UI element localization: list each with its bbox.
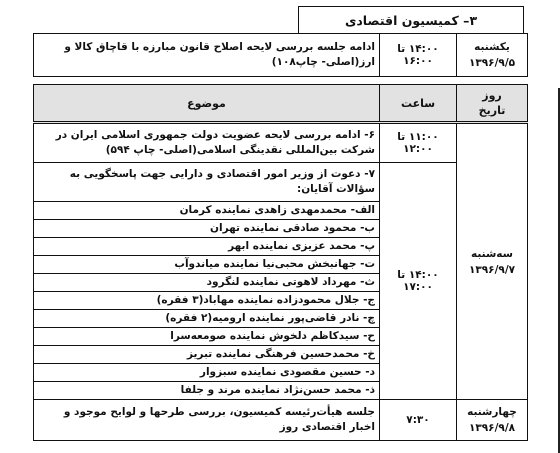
section-heading: ۳– کمیسیون اقتصادی — [298, 6, 524, 33]
item6-topic: ۶- ادامه بررسی لایحه عضویت دولت جمهوری اسلامی ایران در شرکت بین‌المللی نقدینگی اسلامی(اصلی- چاپ ۵۹۴) — [34, 123, 380, 163]
schedule-table — [33, 33, 528, 441]
item7-row — [34, 163, 528, 202]
question-item: خ- محمدحسین فرهنگی نماینده تبریز — [34, 346, 380, 364]
wednesday-day-cell — [457, 400, 528, 441]
header-date: تاریخ — [478, 104, 506, 117]
header-time: ساعت — [380, 85, 457, 123]
wednesday-day-label: چهارشنبه — [467, 406, 517, 418]
item7-topic: ۷- دعوت از وزیر امور اقتصادی و دارایی جهت پاسخگویی به سؤالات آقایان: — [34, 163, 380, 202]
wednesday-row — [34, 400, 528, 441]
wednesday-date: ۱۳۹۶/۹/۸ — [468, 422, 516, 434]
sunday-day-label: یکشنبه — [474, 41, 510, 53]
question-item: چ- نادر قاضی‌پور نماینده ارومیه(۲ فقره) — [34, 310, 380, 328]
question-item: پ- محمد عزیزی نماینده ابهر — [34, 238, 380, 256]
sunday-row — [34, 34, 528, 77]
tuesday-day-cell — [457, 123, 528, 400]
question-item: ج- جلال محمودزاده نماینده مهاباد(۳ فقره) — [34, 292, 380, 310]
question-item: ب- محمود صادقی نماینده تهران — [34, 220, 380, 238]
sunday-day-cell — [457, 34, 528, 77]
item6-time: ۱۱:۰۰ تا ۱۲:۰۰ — [380, 123, 457, 163]
sunday-topic: ادامه جلسه بررسی لایحه اصلاح قانون مبارزه با قاچاق کالا و ارز(اصلی- چاپ۱۰۸) — [34, 34, 380, 77]
question-item: ذ- محمد حسن‌نژاد نماینده مرند و جلفا — [34, 382, 380, 400]
item6-row — [34, 123, 528, 163]
agenda-page — [33, 6, 528, 441]
question-item: ث- مهرداد لاهوتی نماینده لنگرود — [34, 274, 380, 292]
wednesday-topic: جلسه هیأت‌رئیسه کمیسیون، بررسی طرحها و لوایح موجود و اخبار اقتصادی روز — [34, 400, 380, 441]
table-header-row — [34, 85, 528, 123]
header-day-date — [457, 85, 528, 123]
header-day: روز — [482, 89, 502, 102]
question-item: ح- سیدکاظم دلخوش نماینده صومعه‌سرا — [34, 328, 380, 346]
sunday-date: ۱۳۹۶/۹/۵ — [468, 57, 516, 69]
tuesday-date: ۱۳۹۶/۹/۷ — [468, 263, 516, 276]
tuesday-day-label: سه‌شنبه — [471, 247, 513, 260]
spacer-row — [34, 77, 528, 85]
sunday-time: ۱۴:۰۰ تا ۱۶:۰۰ — [380, 34, 457, 77]
header-topic: موضوع — [34, 85, 380, 123]
question-item: الف- محمدمهدی زاهدی نماینده کرمان — [34, 202, 380, 220]
wednesday-time: ۷:۳۰ — [380, 400, 457, 441]
item7-time: ۱۴:۰۰ تا ۱۷:۰۰ — [380, 163, 457, 400]
question-item: د- حسین مقصودی نماینده سبزوار — [34, 364, 380, 382]
question-item: ت- جهانبخش محبی‌نیا نماینده میاندوآب — [34, 256, 380, 274]
